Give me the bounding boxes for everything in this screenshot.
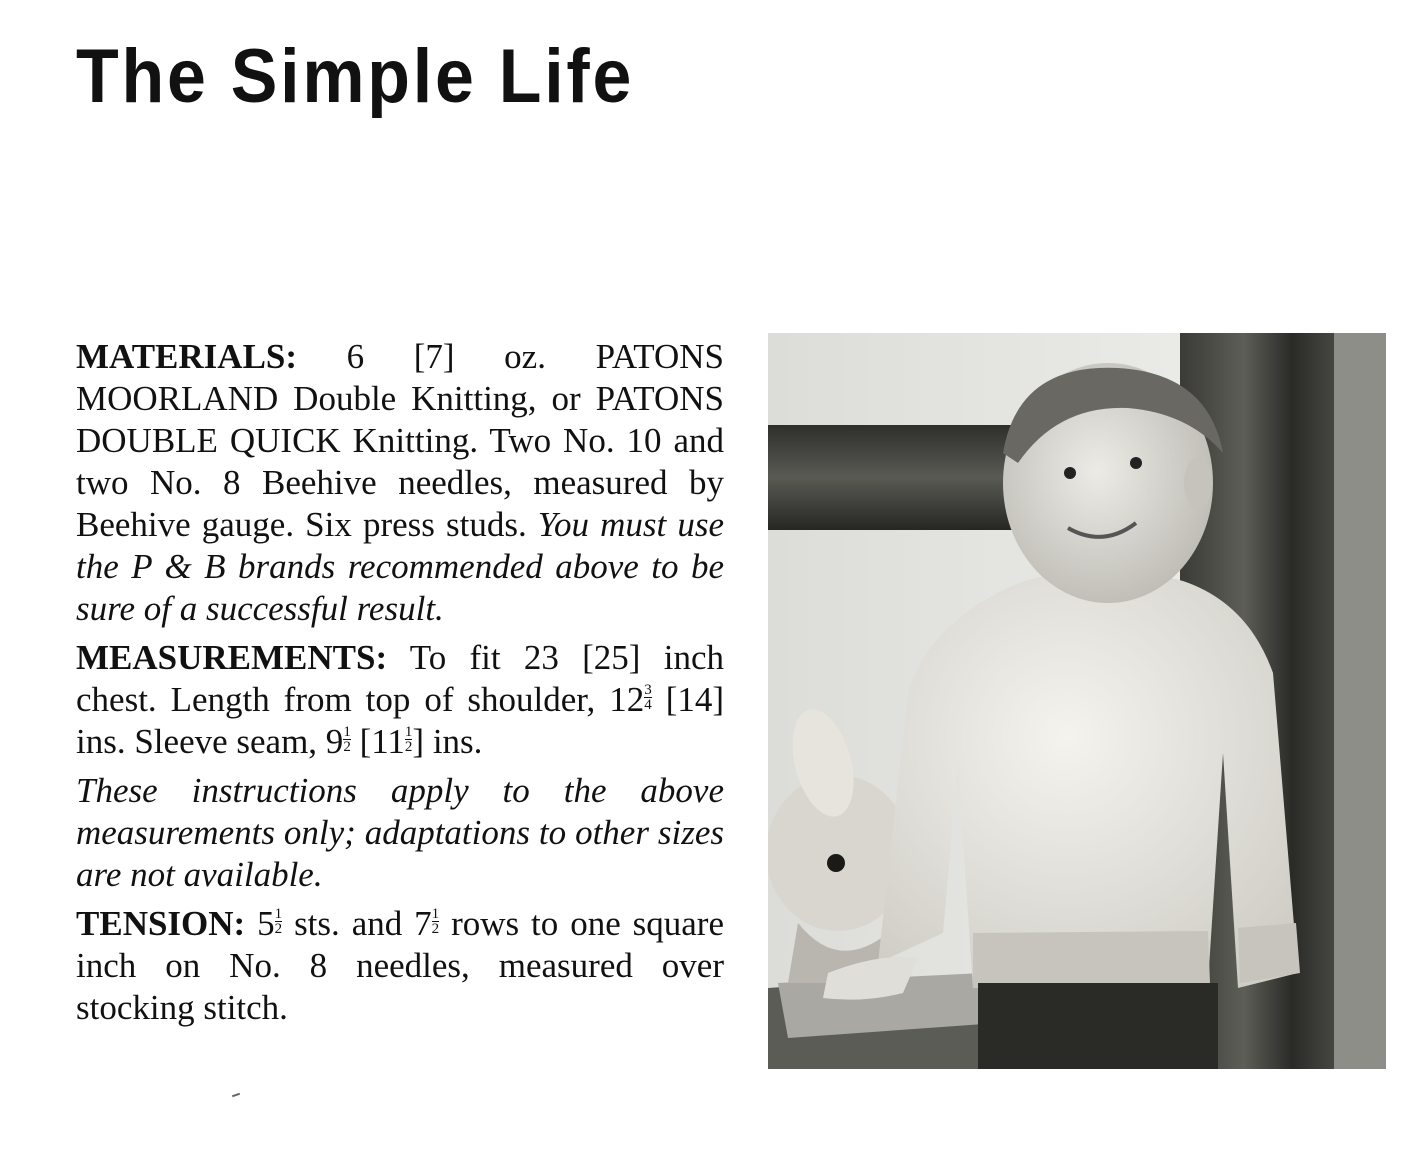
- fraction-denominator: 4: [644, 697, 652, 713]
- page-title: The Simple Life: [76, 34, 635, 119]
- photo-illustration: [768, 333, 1386, 1069]
- materials-label: MATERIALS:: [76, 337, 298, 376]
- wall-edge: [1334, 333, 1386, 1069]
- tension-label: TENSION:: [76, 904, 246, 943]
- fraction-denominator: 2: [343, 739, 351, 755]
- fraction-numerator: 1: [431, 906, 440, 922]
- fraction-numerator: 1: [343, 724, 351, 740]
- tension-text-c: rows to one square inch on No. 8 needles, measured over stocking stitch.: [76, 904, 724, 1027]
- fraction-sleeve-small: [343, 725, 351, 754]
- measurements-text-b: [14] ins. Sleeve seam, 9: [76, 680, 725, 761]
- materials-text: 6 [7] oz. PATONS MOORLAND Double Knitting, or PATONS DOUBLE QUICK Knitting. Two No. 10 and two No. 8 Beehive needles, measured by Beehive gauge. Six press studs.: [76, 337, 724, 544]
- eye-right: [1130, 457, 1142, 469]
- pattern-text: [76, 336, 724, 1036]
- fraction-denominator: 2: [431, 921, 440, 937]
- measurements-paragraph: [76, 637, 724, 763]
- fraction-denominator: 2: [404, 739, 413, 755]
- sizes-note: These instructions apply to the above measurements only; adaptations to other sizes are not available.: [76, 771, 724, 894]
- ear: [1184, 457, 1212, 509]
- tension-text-b: sts. and 7: [282, 904, 432, 943]
- eye-left: [1064, 467, 1076, 479]
- measurements-text-d: ] ins.: [412, 722, 483, 761]
- fraction-numerator: 1: [274, 906, 283, 922]
- fraction-denominator: 2: [274, 921, 283, 937]
- tension-paragraph: [76, 903, 724, 1029]
- fraction-numerator: 3: [644, 682, 652, 698]
- measurements-text-c: [11: [350, 722, 405, 761]
- fraction-length: [644, 683, 652, 712]
- materials-paragraph: [76, 336, 724, 630]
- print-mark: [232, 1093, 240, 1098]
- tension-text-a: 5: [245, 904, 275, 943]
- measurements-label: MEASUREMENTS:: [76, 638, 388, 677]
- child-sweater-photo: [768, 333, 1386, 1069]
- materials-italic-note: You must use the P & B brands recommended above to be sure of a successful result.: [76, 505, 725, 628]
- fraction-numerator: 1: [404, 724, 413, 740]
- sweater-cuff: [1238, 923, 1300, 983]
- sweater-ribbing: [973, 931, 1210, 988]
- measurements-text-a: To fit 23 [25] inch chest. Length from top of shoulder, 12: [76, 638, 724, 719]
- trousers: [978, 983, 1218, 1069]
